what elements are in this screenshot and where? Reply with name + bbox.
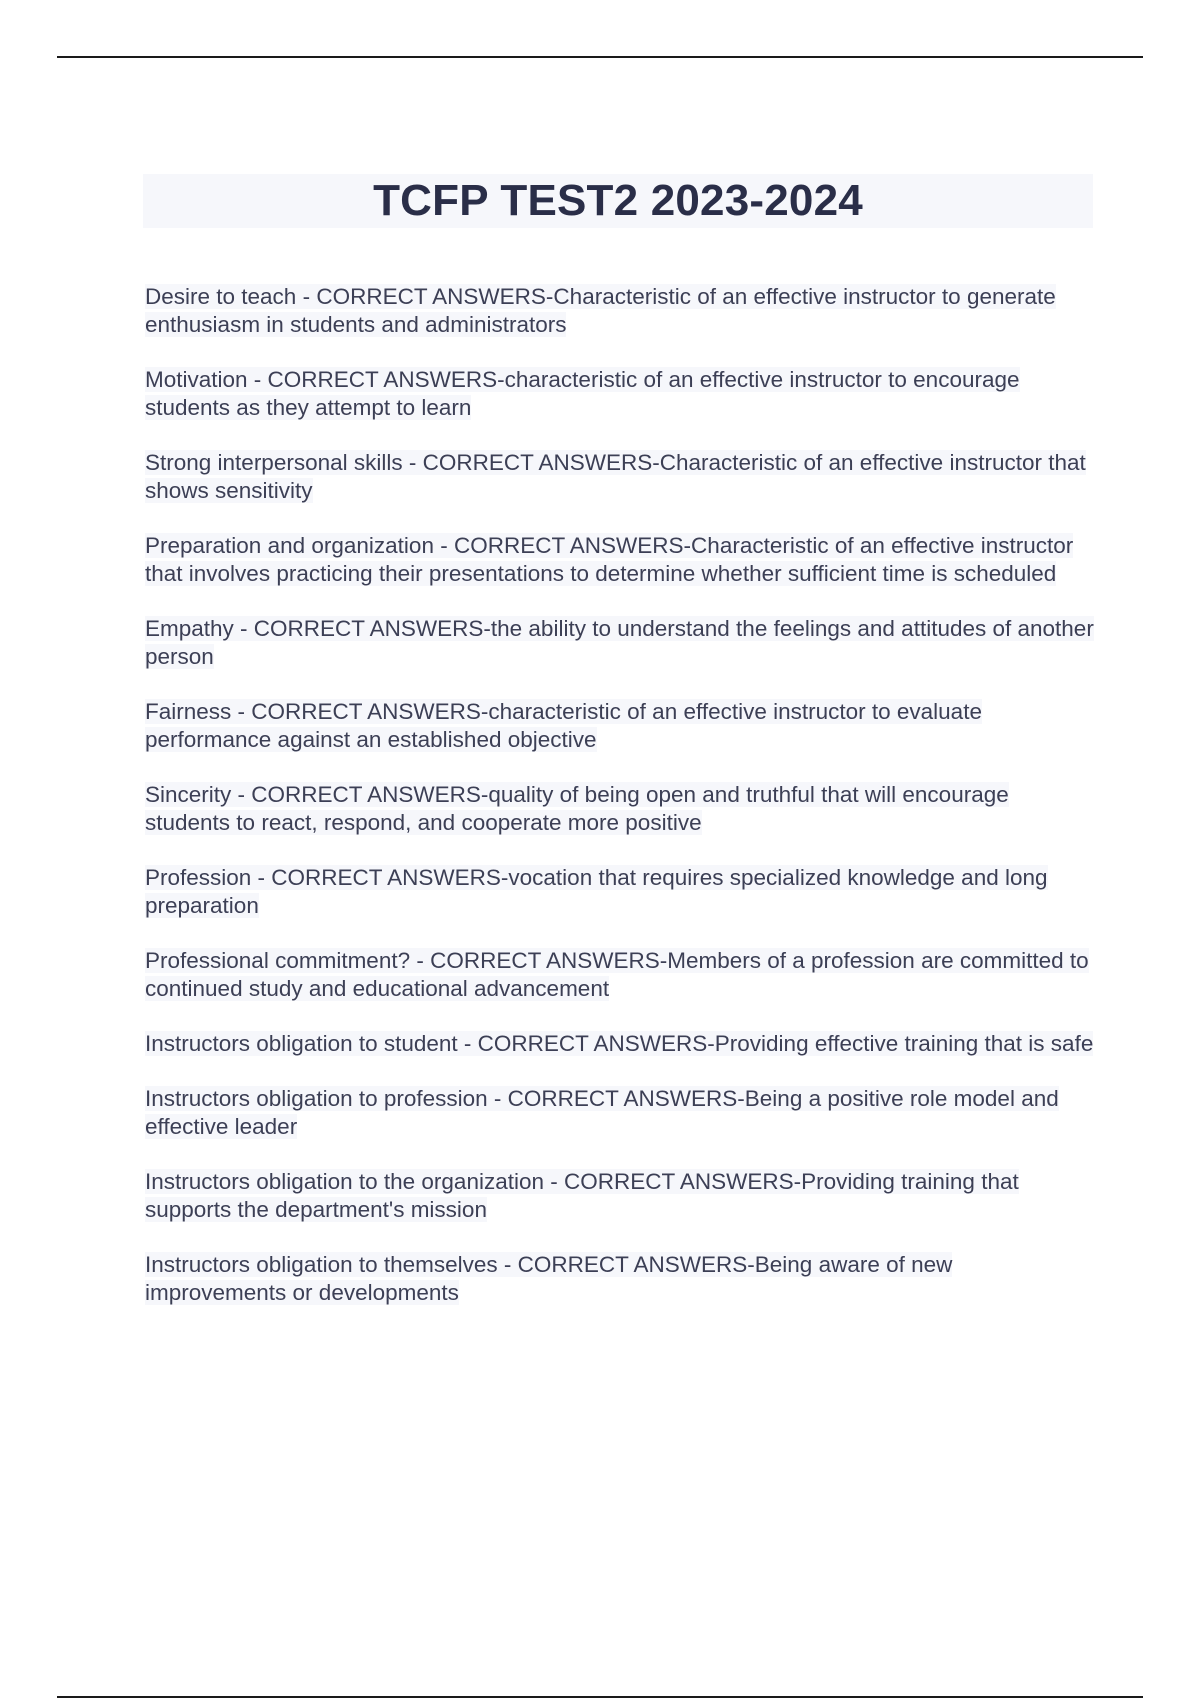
qa-entry-text: Instructors obligation to themselves - CORRECT ANSWERS-Being aware of new improvements or developments	[145, 1252, 953, 1305]
qa-entry-interpersonal-skills	[145, 449, 1095, 505]
qa-list	[145, 283, 1095, 1334]
qa-entry-profession	[145, 864, 1095, 920]
qa-entry-desire-to-teach	[145, 283, 1095, 339]
qa-entry-text: Fairness - CORRECT ANSWERS-characteristic of an effective instructor to evaluate performance against an established objective	[145, 699, 982, 752]
qa-entry-motivation	[145, 366, 1095, 422]
qa-entry-obligation-student	[145, 1030, 1095, 1058]
header-rule	[57, 56, 1143, 58]
title-band	[143, 174, 1093, 228]
qa-entry-sincerity	[145, 781, 1095, 837]
qa-entry-text: Sincerity - CORRECT ANSWERS-quality of being open and truthful that will encourage students to react, respond, and cooperate more positive	[145, 782, 1009, 835]
qa-entry-text: Desire to teach - CORRECT ANSWERS-Characteristic of an effective instructor to generate enthusiasm in students and administrators	[145, 284, 1056, 337]
page-title: TCFP TEST2 2023-2024	[373, 176, 863, 225]
qa-entry-fairness	[145, 698, 1095, 754]
qa-entry-text: Empathy - CORRECT ANSWERS-the ability to understand the feelings and attitudes of another person	[145, 616, 1094, 669]
qa-entry-text: Preparation and organization - CORRECT ANSWERS-Characteristic of an effective instructor that involves practicing their presentations to determine whether sufficient time is scheduled	[145, 533, 1074, 586]
qa-entry-text: Strong interpersonal skills - CORRECT ANSWERS-Characteristic of an effective instructor that shows sensitivity	[145, 450, 1086, 503]
qa-entry-empathy	[145, 615, 1095, 671]
footer-rule	[57, 1696, 1143, 1698]
qa-entry-text: Instructors obligation to student - CORRECT ANSWERS-Providing effective training that is safe	[145, 1031, 1094, 1056]
qa-entry-obligation-profession	[145, 1085, 1095, 1141]
qa-entry-obligation-themselves	[145, 1251, 1095, 1307]
qa-entry-obligation-organization	[145, 1168, 1095, 1224]
qa-entry-professional-commitment	[145, 947, 1095, 1003]
qa-entry-text: Instructors obligation to profession - CORRECT ANSWERS-Being a positive role model and effective leader	[145, 1086, 1059, 1139]
qa-entry-text: Profession - CORRECT ANSWERS-vocation that requires specialized knowledge and long preparation	[145, 865, 1048, 918]
qa-entry-text: Instructors obligation to the organization - CORRECT ANSWERS-Providing training that supports the department's mission	[145, 1169, 1019, 1222]
qa-entry-text: Professional commitment? - CORRECT ANSWERS-Members of a profession are committed to continued study and educational advancement	[145, 948, 1089, 1001]
qa-entry-text: Motivation - CORRECT ANSWERS-characteristic of an effective instructor to encourage students as they attempt to learn	[145, 367, 1020, 420]
qa-entry-preparation	[145, 532, 1095, 588]
